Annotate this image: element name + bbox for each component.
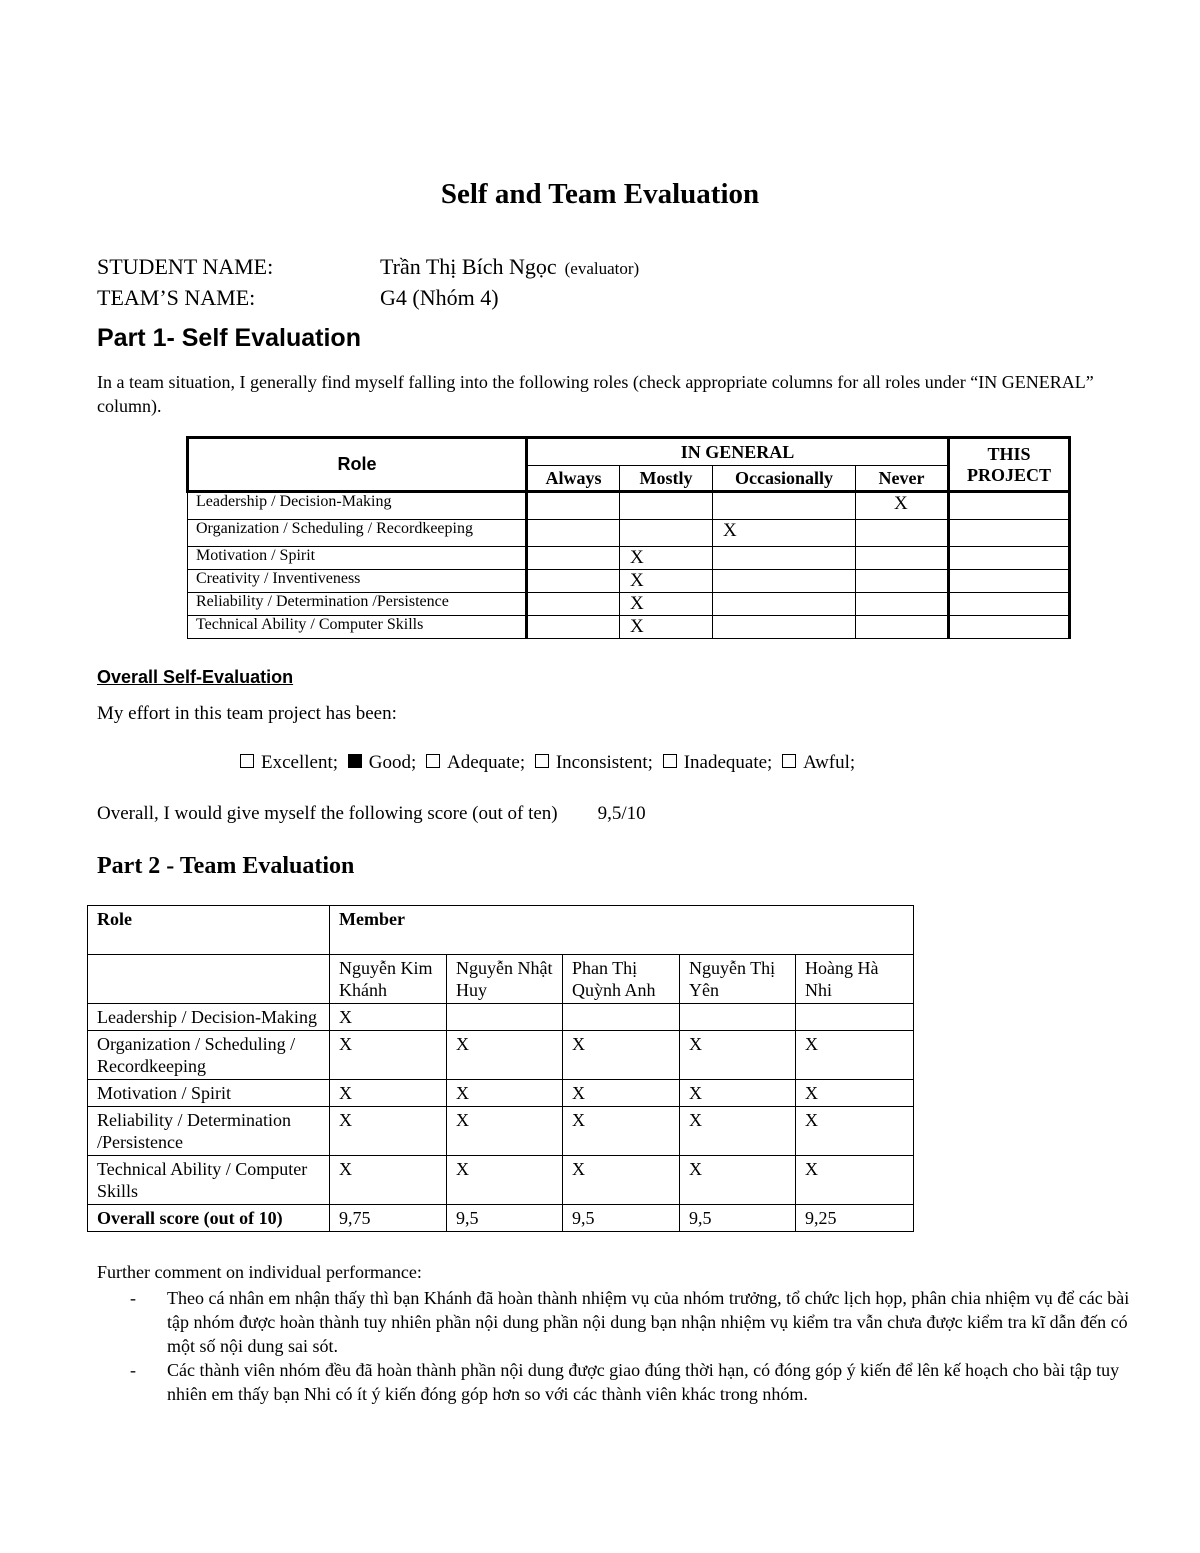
student-name-value: Trần Thị Bích Ngọc	[380, 254, 557, 279]
role-cell: Leadership / Decision-Making	[188, 492, 527, 520]
member-name: Nguyễn Thị Yên	[680, 955, 796, 1004]
table-row	[188, 520, 1070, 547]
role-cell: Creativity / Inventiveness	[188, 570, 527, 593]
project-cell	[949, 547, 1070, 570]
overall-self-evaluation-heading: Overall Self-Evaluation	[97, 667, 294, 687]
score-cell: 9,75	[330, 1205, 447, 1232]
comment-label: Further comment on individual performance:	[97, 1262, 422, 1282]
mark-cell	[713, 570, 856, 593]
mark-cell	[856, 520, 949, 547]
self-evaluation-table	[186, 436, 1071, 639]
page-title: Self and Team Evaluation	[440, 178, 760, 210]
role-cell: Technical Ability / Computer Skills	[88, 1156, 330, 1205]
role-cell: Reliability / Determination /Persistence	[88, 1107, 330, 1156]
team-name-value: G4 (Nhóm 4)	[380, 285, 499, 310]
mark-cell	[527, 593, 620, 616]
mark-cell	[563, 1004, 680, 1031]
mark-cell	[620, 492, 713, 520]
option-label: Excellent;	[261, 752, 339, 773]
table-row	[88, 1156, 914, 1205]
mark-cell: X	[447, 1107, 563, 1156]
role-cell: Technical Ability / Computer Skills	[188, 616, 527, 639]
mark-cell: X	[563, 1107, 680, 1156]
role-cell: Motivation / Spirit	[88, 1080, 330, 1107]
mark-cell: X	[330, 1156, 447, 1205]
empty-cell	[88, 955, 330, 1004]
mark-cell	[796, 1004, 914, 1031]
effort-options	[240, 752, 860, 774]
role-cell: Reliability / Determination /Persistence	[188, 593, 527, 616]
comment-text: Các thành viên nhóm đều đã hoàn thành phần nội dung được giao đúng thời hạn, có đóng góp ý kiến để lên kế hoạch cho bài tập tuy nhiên em thấy bạn Nhi có ít ý kiến đóng góp hơn so với các thành viên khác trong nhóm.	[167, 1360, 1120, 1404]
team-evaluation-table	[87, 905, 914, 1232]
self-score-value: 9,5/10	[597, 803, 646, 824]
role-header: Role	[188, 438, 527, 492]
checkbox-icon	[535, 754, 549, 768]
mark-cell	[713, 616, 856, 639]
table-row	[188, 616, 1070, 639]
mark-cell: X	[620, 547, 713, 570]
option-excellent[interactable]	[240, 752, 338, 773]
mark-cell	[527, 616, 620, 639]
mark-cell: X	[563, 1080, 680, 1107]
table-row	[88, 1080, 914, 1107]
score-cell: 9,25	[796, 1205, 914, 1232]
table-row	[88, 1031, 914, 1080]
mark-cell	[620, 520, 713, 547]
bullet-dash: -	[130, 1288, 136, 1308]
option-inconsistent[interactable]	[535, 752, 653, 773]
team-name-line	[97, 285, 499, 311]
table-row	[188, 492, 1070, 520]
in-general-header: IN GENERAL	[527, 438, 949, 466]
self-score-line	[97, 803, 646, 825]
mark-cell: X	[620, 570, 713, 593]
student-name-label: STUDENT NAME:	[97, 254, 274, 279]
mark-cell: X	[680, 1156, 796, 1205]
mark-cell: X	[447, 1031, 563, 1080]
checkbox-icon	[240, 754, 254, 768]
role-cell: Motivation / Spirit	[188, 547, 527, 570]
checked-box-icon	[348, 754, 362, 768]
mark-cell	[527, 492, 620, 520]
mark-cell	[527, 547, 620, 570]
member-header: Member	[330, 906, 914, 955]
mark-cell	[447, 1004, 563, 1031]
member-name: Hoàng Hà Nhi	[796, 955, 914, 1004]
self-score-text: Overall, I would give myself the following score (out of ten)	[97, 803, 558, 824]
table-row	[88, 1107, 914, 1156]
mark-cell: X	[563, 1031, 680, 1080]
mark-cell: X	[620, 593, 713, 616]
option-inadequate[interactable]	[663, 752, 773, 773]
mark-cell: X	[796, 1107, 914, 1156]
role-cell: Organization / Scheduling / Recordkeeping	[188, 520, 527, 547]
mark-cell	[856, 593, 949, 616]
mark-cell: X	[680, 1107, 796, 1156]
mark-cell: X	[330, 1080, 447, 1107]
this-project-header: THIS PROJECT	[949, 438, 1070, 492]
evaluator-note: (evaluator)	[564, 259, 640, 278]
effort-question: My effort in this team project has been:	[97, 703, 397, 724]
option-awful[interactable]	[782, 752, 855, 773]
project-cell	[949, 520, 1070, 547]
team-name-label: TEAM’S NAME:	[97, 285, 256, 310]
checkbox-icon	[663, 754, 677, 768]
role-header: Role	[88, 906, 330, 955]
option-label: Inconsistent;	[555, 752, 653, 773]
mark-cell	[856, 547, 949, 570]
col-occasionally: Occasionally	[713, 466, 856, 492]
overall-score-row	[88, 1205, 914, 1232]
mark-cell: X	[680, 1080, 796, 1107]
mark-cell: X	[796, 1031, 914, 1080]
mark-cell: X	[856, 492, 949, 520]
checkbox-icon	[782, 754, 796, 768]
part1-heading: Part 1- Self Evaluation	[97, 324, 361, 352]
mark-cell	[713, 593, 856, 616]
mark-cell: X	[330, 1004, 447, 1031]
list-item	[130, 1286, 1150, 1358]
mark-cell	[713, 492, 856, 520]
comment-text: Theo cá nhân em nhận thấy thì bạn Khánh đã hoàn thành nhiệm vụ của nhóm trưởng, tổ chức lịch họp, phân chia nhiệm vụ để các bài tập nhóm được hoàn thành tuy nhiên phần nội dung phần nội dung bạn nhận nhiệm vụ kiểm tra vẫn chưa được kiểm tra kĩ dẫn đến có một số nội dung sai sót.	[167, 1288, 1130, 1356]
list-item	[130, 1358, 1150, 1406]
option-good[interactable]	[348, 752, 417, 773]
mark-cell: X	[447, 1080, 563, 1107]
role-cell: Leadership / Decision-Making	[88, 1004, 330, 1031]
mark-cell	[527, 520, 620, 547]
option-label: Adequate;	[447, 752, 526, 773]
mark-cell: X	[447, 1156, 563, 1205]
comment-list	[130, 1286, 1150, 1406]
mark-cell: X	[620, 616, 713, 639]
mark-cell: X	[713, 520, 856, 547]
member-name: Nguyễn Kim Khánh	[330, 955, 447, 1004]
mark-cell	[856, 616, 949, 639]
role-cell: Organization / Scheduling / Recordkeeping	[88, 1031, 330, 1080]
checkbox-icon	[426, 754, 440, 768]
col-mostly: Mostly	[620, 466, 713, 492]
member-name: Phan Thị Quỳnh Anh	[563, 955, 680, 1004]
option-label: Awful;	[803, 752, 856, 773]
option-label: Inadequate;	[683, 752, 773, 773]
mark-cell	[856, 570, 949, 593]
mark-cell	[713, 547, 856, 570]
table-row	[188, 547, 1070, 570]
table-row	[88, 1004, 914, 1031]
mark-cell: X	[330, 1031, 447, 1080]
bullet-dash: -	[130, 1360, 136, 1380]
score-cell: 9,5	[563, 1205, 680, 1232]
mark-cell	[527, 570, 620, 593]
mark-cell	[680, 1004, 796, 1031]
mark-cell: X	[796, 1156, 914, 1205]
project-cell	[949, 570, 1070, 593]
project-cell	[949, 492, 1070, 520]
part1-intro: In a team situation, I generally find myself falling into the following roles (check appropriate columns for all roles under “IN GENERAL” column).	[97, 372, 1094, 416]
col-never: Never	[856, 466, 949, 492]
table-row	[188, 593, 1070, 616]
member-name: Nguyễn Nhật Huy	[447, 955, 563, 1004]
table-row	[188, 570, 1070, 593]
part2-heading: Part 2 - Team Evaluation	[97, 853, 355, 879]
mark-cell: X	[796, 1080, 914, 1107]
mark-cell: X	[563, 1156, 680, 1205]
project-cell	[949, 616, 1070, 639]
overall-score-label: Overall score (out of 10)	[88, 1205, 330, 1232]
option-adequate[interactable]	[426, 752, 525, 773]
mark-cell: X	[330, 1107, 447, 1156]
student-name-line	[97, 254, 639, 280]
project-cell	[949, 593, 1070, 616]
col-always: Always	[527, 466, 620, 492]
mark-cell: X	[680, 1031, 796, 1080]
score-cell: 9,5	[447, 1205, 563, 1232]
score-cell: 9,5	[680, 1205, 796, 1232]
option-label: Good;	[368, 752, 417, 773]
